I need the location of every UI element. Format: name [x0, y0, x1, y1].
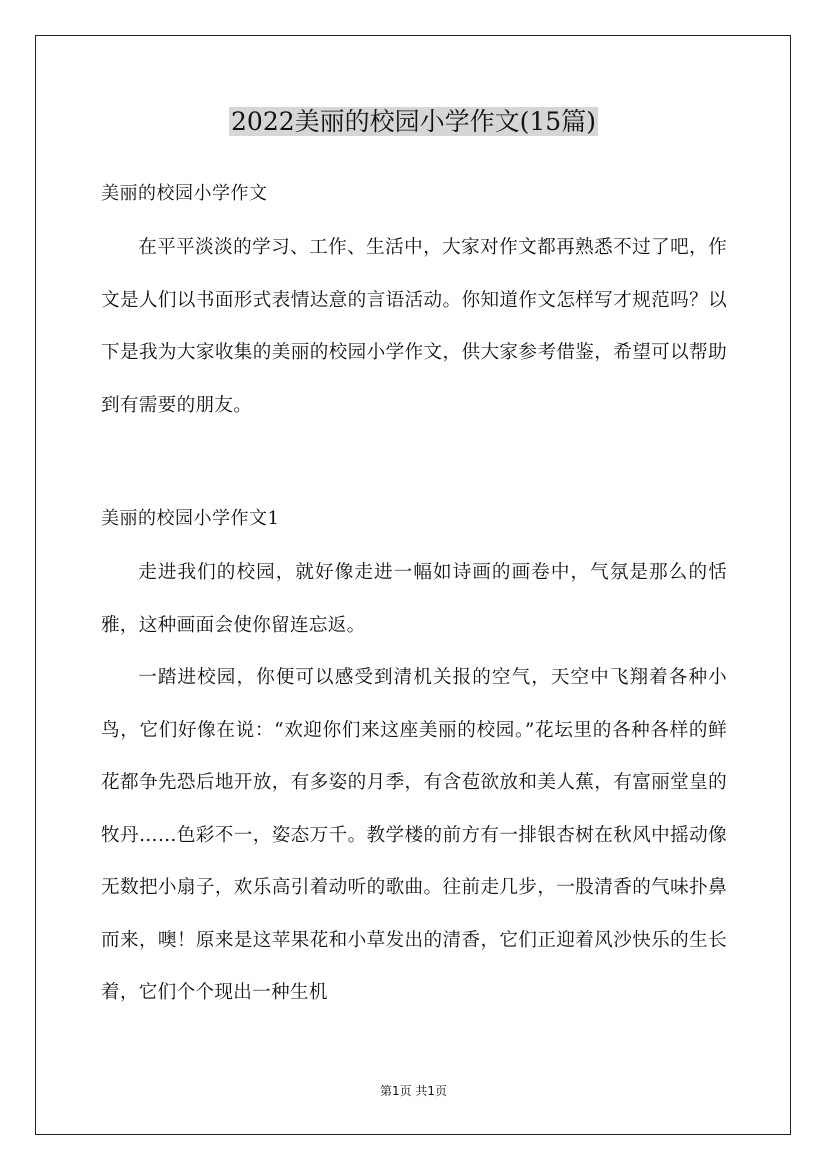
intro-heading: 美丽的校园小学作文	[101, 183, 268, 204]
page-footer: 第1页 共1页	[379, 1084, 448, 1098]
document-title	[0, 102, 827, 142]
section1-paragraph-1: 走进我们的校园，就好像走进一幅如诗画的画卷中，气氛是那么的恬雅，这种画面会使你留连忘返。	[101, 562, 727, 636]
section-heading-1: 美丽的校园小学作文1	[101, 508, 280, 529]
section1-paragraph-2: 一踏进校园，你便可以感受到清机关报的空气，天空中飞翔着各种小鸟，它们好像在说：“欢迎你们来这座美丽的校园。”花坛里的各种各样的鲜花都争先恐后地开放，有多姿的月季，有含苞欲放和美人蕉，有富丽堂皇的牧丹……色彩不一，姿态万千。教学楼的前方有一排银杏树在秋风中摇动像无数把小扇子，欢乐高引着动听的歌曲。往前走几步，一股清香的气味扑鼻而来，噢！原来是这苹果花和小草发出的清香，它们正迎着风沙快乐的生长着，它们个个现出一种生机	[101, 667, 727, 1003]
intro-paragraph: 在平平淡淡的学习、工作、生活中，大家对作文都再熟悉不过了吧，作文是人们以书面形式表情达意的言语活动。你知道作文怎样写才规范吗？以下是我为大家收集的美丽的校园小学作文，供大家参考借鉴，希望可以帮助到有需要的朋友。	[101, 237, 727, 416]
document-title-text: 2022美丽的校园小学作文(15篇)	[231, 107, 596, 136]
